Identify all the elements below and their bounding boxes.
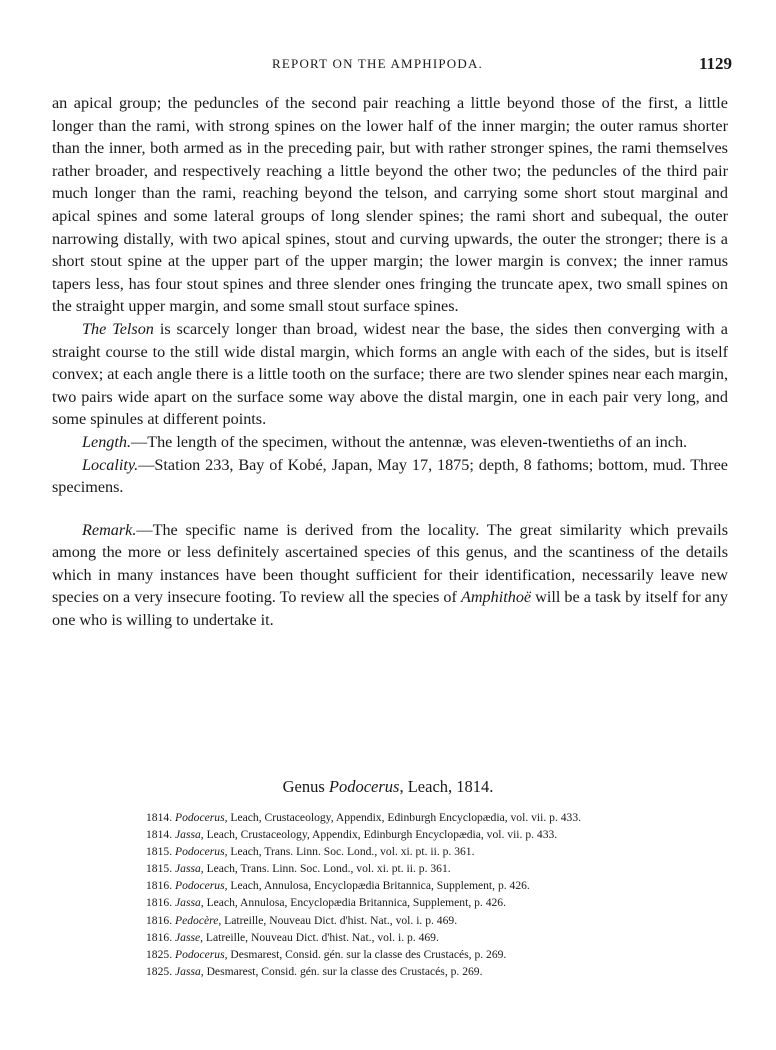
reference-item <box>146 912 746 929</box>
genus-suffix: , Leach, 1814. <box>399 777 494 796</box>
paragraph-uropods: an apical group; the peduncles of the second pair reaching a little beyond those of the first, a little longer than the rami, with strong spines on the lower half of the inner margin; the outer ramus shorter than the inner, both armed as in the preceding pair, but with rather stronger spines, the rami themselves rather broader, and respectively reaching a little beyond the other two; the peduncles of the third pair much longer than the rami, reaching beyond the telson, and carrying some short stout marginal and apical spines and some lateral groups of long slender spines; the rami short and subequal, the outer narrowing distally, with two apical spines, stout and curving upwards, the outer the stronger; there is a short stout spine at the upper part of the upper margin; the lower margin is convex; the inner ramus tapers less, has four stout spines and three slender ones fringing the truncate apex, two small spines on the straight upper margin, and some small stout surface spines. <box>52 94 728 316</box>
locality-label: Locality. <box>82 455 139 474</box>
reference-name: Jassa <box>175 828 201 842</box>
reference-text: , Leach, Annulosa, Encyclopædia Britannica, Supplement, p. 426. <box>224 879 530 893</box>
reference-text: , Leach, Crustaceology, Appendix, Edinburgh Encyclopædia, vol. vii. p. 433. <box>224 811 582 824</box>
length-label: Length. <box>82 432 132 451</box>
reference-year: 1814. <box>146 811 173 824</box>
telson-label: The Telson <box>82 319 154 338</box>
paragraph-remark <box>52 519 728 632</box>
reference-item <box>146 826 746 843</box>
paragraph-telson <box>52 318 728 431</box>
remark-text-2: will be a task by itself for any one who is willing to undertake it. <box>52 588 729 630</box>
telson-text: is scarcely longer than broad, widest near the base, the sides then converging with a straight course to the still wide distal margin, which forms an angle with each of the sides, but is itself convex; at each angle there is a little tooth on the surface; there are two slender spines near each margin, two pairs wide apart on the surface some way above the distal margin, one in each pair very long, and some spinules at different points. <box>52 319 728 429</box>
genus-prefix: Genus <box>282 777 329 796</box>
reference-text: , Desmarest, Consid. gén. sur la classe des Crustacés, p. 269. <box>200 964 483 978</box>
running-head: REPORT ON THE AMPHIPODA. <box>272 56 484 71</box>
synonymy-list <box>146 809 746 980</box>
reference-text: , Leach, Crustaceology, Appendix, Edinburgh Encyclopædia, vol. vii. p. 433. <box>200 828 558 842</box>
reference-year: 1814. <box>146 828 173 842</box>
genus-heading <box>0 777 776 797</box>
remark-text-1: —The specific name is derived from the locality. The great similarity which prevails among the more or less definitely ascertained species of this genus, and the scantiness of the details which in many instances have been thought sufficient for their identification, necessarily leave new species on a very insecure footing. To review all the species of <box>52 520 728 607</box>
reference-year: 1816. <box>146 930 173 944</box>
reference-text: , Leach, Trans. Linn. Soc. Lond., vol. xi. pt. ii. p. 361. <box>224 845 475 859</box>
locality-text: —Station 233, Bay of Kobé, Japan, May 17, 1875; depth, 8 fathoms; bottom, mud. Three specimens. <box>52 455 728 497</box>
reference-text: , Leach, Trans. Linn. Soc. Lond., vol. xi. pt. ii. p. 361. <box>200 862 451 876</box>
paragraph-length <box>52 431 728 454</box>
reference-year: 1825. <box>146 964 173 978</box>
reference-name: Jassa <box>175 964 201 978</box>
reference-year: 1815. <box>146 845 173 859</box>
reference-year: 1825. <box>146 947 173 961</box>
reference-name: Podocerus <box>175 845 225 859</box>
reference-year: 1816. <box>146 896 173 910</box>
reference-item <box>146 809 746 826</box>
reference-name: Pedocère <box>175 913 219 927</box>
reference-year: 1816. <box>146 913 173 927</box>
reference-text: , Latreille, Nouveau Dict. d'hist. Nat., vol. i. p. 469. <box>218 913 458 927</box>
reference-text: , Leach, Annulosa, Encyclopædia Britannica, Supplement, p. 426. <box>200 896 507 910</box>
reference-text: , Latreille, Nouveau Dict. d'hist. Nat., vol. i. p. 469. <box>200 930 439 944</box>
reference-name: Jassa <box>175 862 201 876</box>
page-number: 1129 <box>698 54 732 73</box>
reference-item <box>146 894 746 911</box>
reference-name: Podocerus <box>175 879 225 893</box>
reference-item <box>146 929 746 946</box>
reference-text: , Desmarest, Consid. gén. sur la classe des Crustacés, p. 269. <box>224 947 507 961</box>
remark-genus: Amphithoë <box>460 588 532 607</box>
reference-name: Podocerus <box>175 811 225 824</box>
genus-name: Podocerus <box>328 777 400 796</box>
paragraph-locality <box>52 454 728 499</box>
reference-name: Podocerus <box>175 947 225 961</box>
body-text <box>52 92 728 632</box>
reference-year: 1816. <box>146 879 173 893</box>
page-header <box>0 56 776 80</box>
reference-item <box>146 963 746 980</box>
remark-label: Remark. <box>82 520 137 539</box>
reference-name: Jasse <box>175 930 201 944</box>
length-text: —The length of the specimen, without the antennæ, was eleven-twentieths of an inch. <box>131 432 688 451</box>
reference-item <box>146 946 746 963</box>
reference-item <box>146 877 746 894</box>
reference-item <box>146 860 746 877</box>
reference-name: Jassa <box>175 896 201 910</box>
reference-year: 1815. <box>146 862 173 876</box>
reference-item <box>146 843 746 860</box>
